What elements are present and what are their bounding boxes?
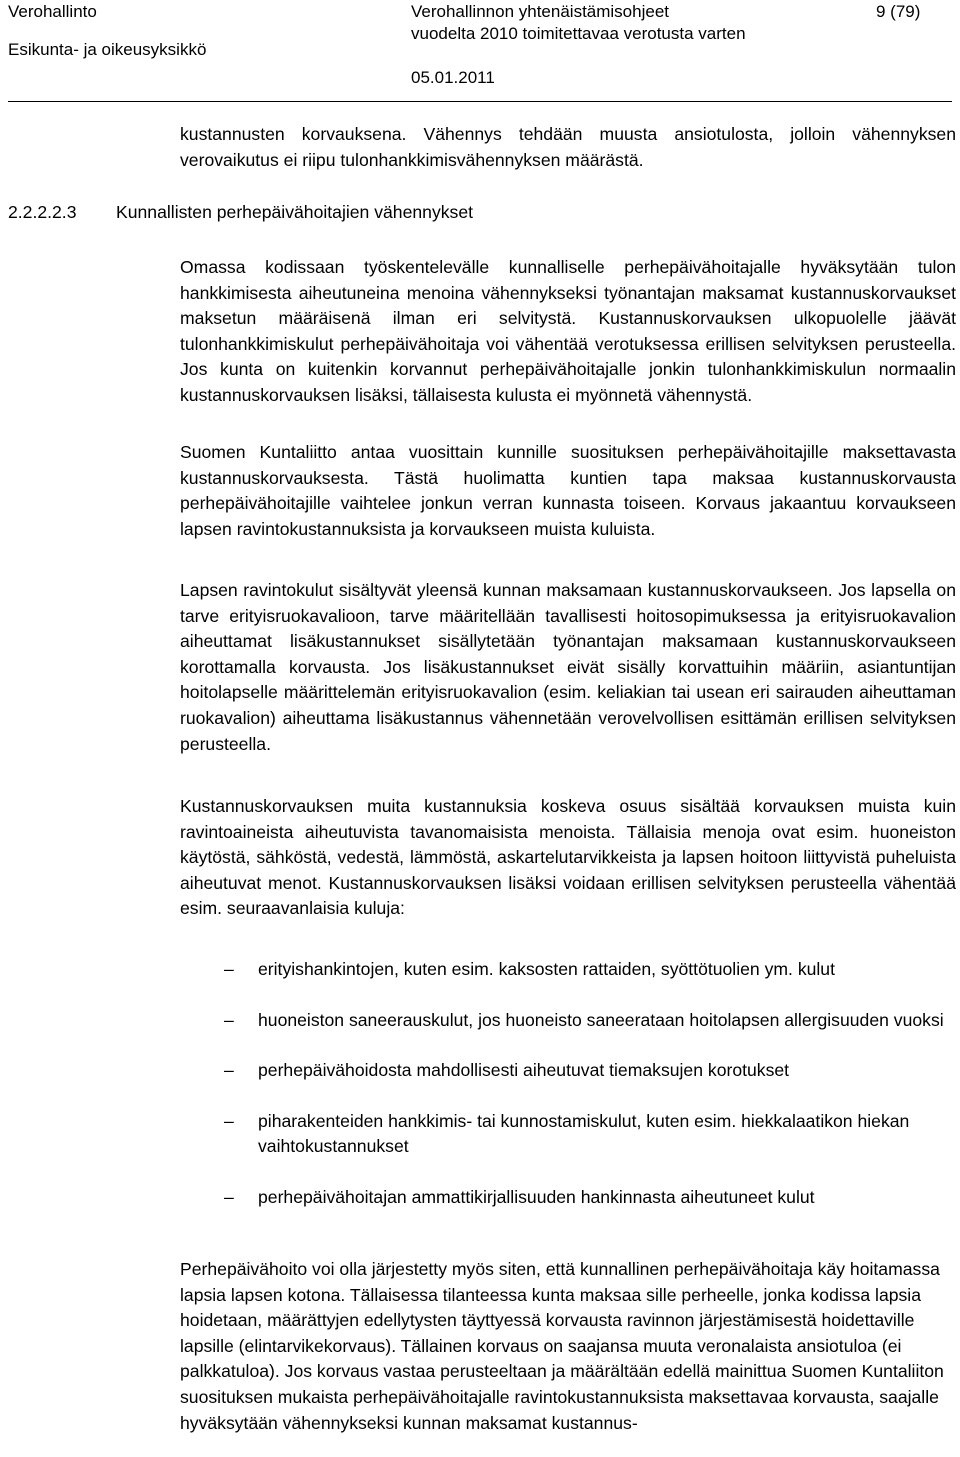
- paragraph-text: Omassa kodissaan työskentelevälle kunnalliselle perhepäivähoitajalle hyväksytään tulon hankkimisesta aiheutuneina menoina vähennykseksi työnantajan maksamat kustannuskorvaukset maksetun määräisenä ilman eri selvitystä. Kustannuskorvauksen ulkopuolelle jäävät tulonhankkimiskulut perhepäivähoitaja voi vähentää verotuksessa erillisen selvityksen perusteella. Jos kunta on kuitenkin korvannut perhepäivähoitajalle jonkin tulonhankkimiskulun normaalin kustannuskorvauksen lisäksi, tällaisesta kulusta ei myönnetä vähennystä.: [180, 257, 956, 405]
- header-divider: [8, 101, 952, 102]
- section-heading: [8, 200, 473, 225]
- list-item: – piharakenteiden hankkimis- tai kunnostamiskulut, kuten esim. hiekkalaatikon hiekan vaihtokustannukset: [224, 1110, 910, 1157]
- dash-marker: –: [224, 1060, 234, 1081]
- expense-list: [180, 957, 956, 1211]
- list-item: – erityishankintojen, kuten esim. kaksosten rattaiden, syöttötuolien ym. kulut: [180, 957, 956, 983]
- paragraph-text: Suomen Kuntaliitto antaa vuosittain kunnille suosituksen perhepäivähoitajille maksettavasta kustannuskorvauksesta. Tästä huolimatta kuntien tapa maksaa kustannuskorvausta perhepäivähoitajille vaihtelee jonkun verran kunnasta toiseen. Korvaus jakaantuu korvaukseen lapsen ravintokustannuksista ja korvaukseen muista kuluista.: [180, 442, 956, 539]
- intro-text: kustannusten korvauksena. Vähennys tehdään muusta ansiotulosta, jolloin vähennyksen verovaikutus ei riipu tulonhankkimisvähennyksen määrästä.: [180, 124, 956, 170]
- page-header: [0, 0, 960, 100]
- dash-marker: –: [224, 959, 234, 979]
- header-date: 05.01.2011: [411, 68, 495, 87]
- list-item: – perhepäivähoitajan ammattikirjallisuuden hankinnasta aiheutuneet kulut: [180, 1185, 956, 1211]
- header-doc-title: Verohallinnon yhtenäistämisohjeet: [411, 2, 670, 21]
- header-doc-subtitle: vuodelta 2010 toimitettavaa verotusta varten: [411, 24, 746, 43]
- dash-marker: –: [224, 1186, 234, 1207]
- paragraph-3: [180, 578, 956, 757]
- paragraph-4: [180, 794, 956, 922]
- paragraph-2: [180, 440, 956, 542]
- list-item: – perhepäivähoidosta mahdollisesti aiheutuvat tiemaksujen korotukset: [180, 1058, 956, 1084]
- section-number: 2.2.2.2.3: [8, 202, 77, 222]
- header-page-number: 9 (79): [876, 2, 921, 21]
- paragraph-1: [180, 255, 956, 409]
- paragraph-text: Perhepäivähoito voi olla järjestetty myös siten, että kunnallinen perhepäivähoitaja käy hoitamassa lapsia lapsen kotona. Tällaisessa tilanteessa kunta maksaa sille perheelle, jonka kodissa lapsia hoidetaan, määrättyjen edellytysten täyttyessä korvausta ravinnon järjestämisestä hoidettaville lapsille (elintarvikekorvaus). Tällainen korvaus on saajansa muuta veronalaista ansiotuloa (ei palkkatuloa). Jos korvaus vastaa perusteeltaan ja määrältään edellä mainittua Suomen Kuntaliiton suosituksen mukaista perhepäivähoitajalle ravintokustannuksista maksettavaa korvausta, saajalle hyväksytään vähennykseksi kunnan maksamat kustannus-: [180, 1259, 944, 1433]
- header-unit: Esikunta- ja oikeusyksikkö: [8, 40, 207, 59]
- paragraph-text: Lapsen ravintokulut sisältyvät yleensä kunnan maksamaan kustannuskorvaukseen. Jos lapsella on tarve erityisruokavalioon, tarve määritellään tavallisesti hoitosopimuksessa ja erityisruokavalion aiheuttamat lisäkustannukset sisällytetään työnantajan maksamaan kustannuskorvaukseen korottamalla korvausta. Jos lisäkustannukset eivät sisälly korvattuihin määriin, asiantuntijan hoitolapselle määrittelemän erityisruokavalion (esim. keliakian tai usean eri sairauden aiheuttaman ruokavalion) aiheuttama lisäkustannus vähennetään verovelvollisen esittämän erillisen selvityksen perusteella.: [180, 580, 956, 754]
- dash-marker: –: [224, 1009, 234, 1030]
- paragraph-text: Kustannuskorvauksen muita kustannuksia koskeva osuus sisältää korvauksen muista kuin ravintoaineista aiheutuvista tavanomaisista menoista. Tällaisia menoja ovat esim. huoneiston käytöstä, sähköstä, vedestä, lämmöstä, askartelutarvikkeista ja lapsen hoitoon liittyvistä puheluista aiheutuvat menot. Kustannuskorvauksen lisäksi voidaan erillisen selvityksen perusteella vähentää esim. seuraavanlaisia kuluja:: [180, 796, 956, 919]
- paragraph-5: [180, 1257, 956, 1436]
- dash-marker: –: [224, 1110, 234, 1131]
- intro-paragraph: [180, 122, 956, 173]
- section-title: Kunnallisten perhepäivähoitajien vähennykset: [116, 202, 474, 222]
- list-item: – huoneiston saneerauskulut, jos huoneisto saneerataan hoitolapsen allergisuuden vuoksi: [180, 1008, 956, 1034]
- header-org: Verohallinto: [8, 2, 97, 21]
